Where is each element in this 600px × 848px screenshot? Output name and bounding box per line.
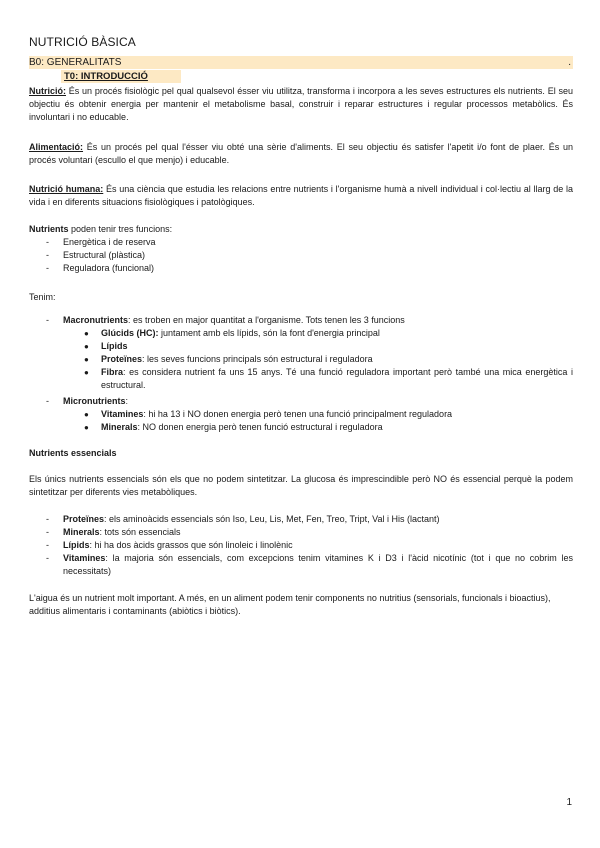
micronutrients-sublist	[29, 408, 573, 434]
list-item	[29, 526, 573, 539]
text-fibra: : es considera nutrient fa uns 15 anys. Té una funció reguladora important però també una mica energètica i estructural.	[101, 367, 573, 390]
list-item	[29, 340, 573, 353]
list-item	[29, 366, 573, 392]
list-item-micronutrients	[29, 395, 573, 408]
macronutrients-sublist	[29, 327, 573, 392]
list-item	[29, 353, 573, 366]
text-lipids-ess: : hi ha dos àcids grassos que són linoleic i linolènic	[89, 540, 293, 550]
text-vitamines: : hi ha 13 i NO donen energia però tenen una funció principalment reguladora	[143, 409, 453, 419]
topic-heading: T0: INTRODUCCIÓ	[64, 71, 148, 82]
text-minerals-ess: : tots són essencials	[99, 527, 181, 537]
list-item	[29, 408, 573, 421]
definition-nutricio	[29, 85, 573, 124]
list-item	[29, 327, 573, 340]
term-nutrients: Nutrients	[29, 224, 69, 234]
definition-nutricio-humana	[29, 183, 573, 209]
list-item	[29, 421, 573, 434]
document-title: NUTRICIÓ BÀSICA	[29, 35, 136, 49]
macronutrients-list	[29, 314, 573, 327]
text-micronutrients: :	[125, 396, 129, 406]
term-proteines-ess: Proteïnes	[63, 514, 105, 524]
text-functions: poden tenir tres funcions:	[68, 224, 173, 234]
functions-list	[29, 236, 573, 275]
page-number: 1	[566, 797, 572, 808]
tenim-label: Tenim:	[29, 292, 56, 302]
term-minerals: Minerals	[101, 422, 138, 432]
text-nutricio-humana: És una ciència que estudia les relacions entre nutrients i l'organisme humà a nivell individual i col·lectiu al llarg de la vida i en diferents situacions fisiològiques i patològiques.	[29, 184, 573, 207]
term-vitamines: Vitamines	[101, 409, 144, 419]
list-item: - Energètica i de reserva	[29, 236, 573, 249]
text-glucids: juntament amb els lípids, són la font d'energia principal	[158, 328, 380, 338]
term-minerals-ess: Minerals	[63, 527, 100, 537]
list-item: - Estructural (plàstica)	[29, 249, 573, 262]
list-item	[29, 552, 573, 578]
term-lipids-ess: Lípids	[63, 540, 90, 550]
text-proteines-ess: : els aminoàcids essencials són Iso, Leu, Lis, Met, Fen, Treo, Tript, Val i His (lactant)	[104, 514, 440, 524]
text-alimentacio: És un procés pel qual l'ésser viu obté una sèrie d'aliments. El seu objectiu és satisfer l'apetit i/o font de plaer. És un procés voluntari (escullo el que menjo) i educable.	[29, 142, 573, 165]
text-proteines: : les seves funcions principals són estructural i reguladora	[142, 354, 373, 364]
term-micronutrients: Micronutrients	[63, 396, 126, 406]
term-proteines: Proteïnes	[101, 354, 143, 364]
essencials-intro: Els únics nutrients essencials són els que no podem sintetitzar. La glucosa és imprescindible però NO és essencial perquè la podem sintetitzar per diferents vies metabòliques.	[29, 474, 573, 497]
term-fibra: Fibra	[101, 367, 124, 377]
text-nutricio: És un procés fisiològic pel qual qualsevol ésser viu utilitza, transforma i incorpora a les seves estructures els nutrients. El seu objectiu és obtenir energia per mantenir el metabolisme basal, construir i reparar estructures i regular processos metabòlics. És involuntari i no educable.	[29, 86, 573, 122]
functions-intro	[29, 223, 573, 236]
term-glucids: Glúcids (HC):	[101, 328, 159, 338]
micronutrients-list	[29, 395, 573, 408]
text-macronutrients: : es troben en major quantitat a l'organisme. Tots tenen les 3 funcions	[128, 315, 405, 325]
term-vitamines-ess: Vitamines	[63, 553, 106, 563]
list-item	[29, 513, 573, 526]
block-heading: B0: GENERALITATS	[29, 57, 122, 68]
list-item	[29, 539, 573, 552]
text-minerals: : NO donen energia però tenen funció estructural i reguladora	[137, 422, 383, 432]
definition-alimentacio	[29, 141, 573, 167]
water-paragraph: L'aigua és un nutrient molt important. A més, en un aliment podem tenir components no nutritius (sensorials, funcionals i bioactius), additius alimentaris i contaminants (abiòtics i biòtics).	[29, 593, 551, 616]
list-item: - Reguladora (funcional)	[29, 262, 573, 275]
term-nutricio: Nutrició:	[29, 86, 66, 96]
term-lipids: Lípids	[101, 341, 128, 351]
text-vitamines-ess: : la majoria són essencials, com excepcions tenim vitamines K i D3 i l'àcid nicotínic (tot i que no cobrim les necessitats)	[63, 553, 573, 576]
list-item-macronutrients	[29, 314, 573, 327]
section-heading-essencials: Nutrients essencials	[29, 448, 117, 458]
essencials-list	[29, 513, 573, 578]
term-nutricio-humana: Nutrició humana:	[29, 184, 104, 194]
block-heading-dot: .	[568, 57, 571, 68]
term-alimentacio: Alimentació:	[29, 142, 84, 152]
term-macronutrients: Macronutrients	[63, 315, 129, 325]
